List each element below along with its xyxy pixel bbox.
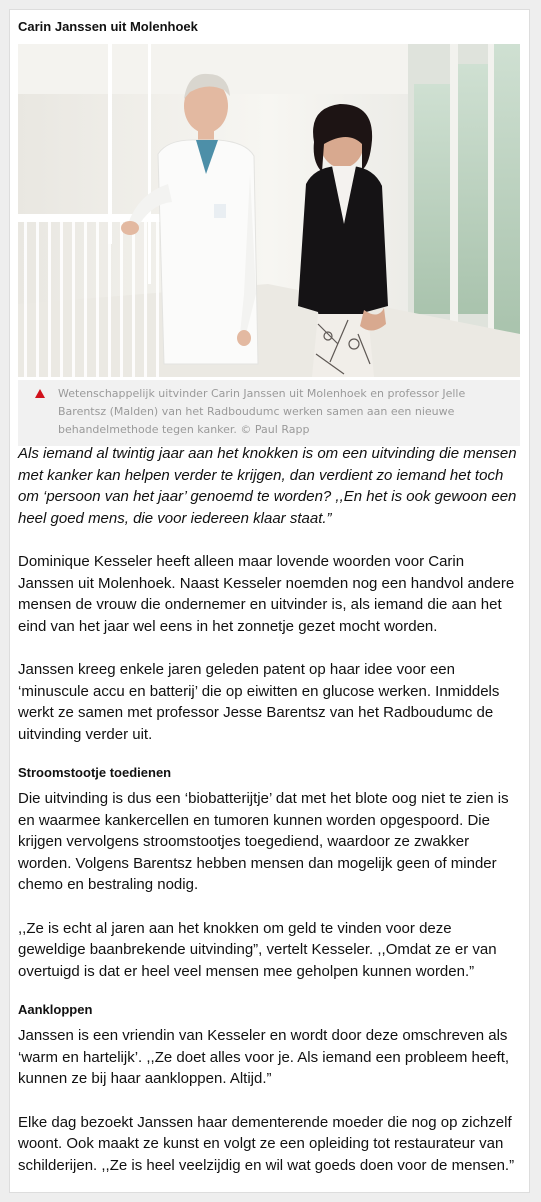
article-photo — [18, 44, 520, 377]
paragraph: Elke dag bezoekt Janssen haar dementerende moeder die nog op zichzelf woont. Ook maakt ze kunst en volgt ze een opleiding tot restaurateur van schilderijen. ,,Ze is heel veelzijdig en wil wat goeds doen voor de mensen.” — [18, 1113, 515, 1174]
subheading: Stroomstootje toedienen — [18, 765, 172, 780]
photo-caption — [18, 380, 520, 446]
intro-paragraph: Als iemand al twintig jaar aan het knokken is om een uitvinding die mensen met kanker kan helpen verder te krijgen, dan verdient zo iemand het toch om ‘persoon van het jaar’ genoemd te worden? ,,En het is ook gewoon een heel goed mens, die voor iedereen klaar staat.” — [18, 445, 517, 527]
paragraph: Janssen kreeg enkele jaren geleden patent op haar idee voor een ‘minuscule accu en batterij’ die op eiwitten en glucose werken. Inmiddels werkt ze samen met professor Jesse Barentsz van het Radboudumc de uitvinding verder uit. — [18, 661, 500, 743]
caption-text: Wetenschappelijk uitvinder Carin Janssen uit Molenhoek en professor Jelle Barentsz (Malden) van het Radboudumc werken samen aan een nieuwe behandelmethode tegen kanker. © Paul Rapp — [58, 387, 466, 436]
subheading: Aankloppen — [18, 1002, 93, 1017]
paragraph: Janssen is een vriendin van Kesseler en wordt door deze omschreven als ‘warm en hartelijk’. ,,Ze doet alles voor je. Als iemand een probleem heeft, kunnen ze bij haar aankloppen. Altijd.” — [18, 1027, 510, 1087]
paragraph: Dominique Kesseler heeft alleen maar lovende woorden voor Carin Janssen uit Molenhoek. Naast Kesseler noemden nog een handvol andere mensen de vrouw die ondernemer en uitvinder is, als iemand die aan het eind van het jaar wel eens in het zonnetje gezet mocht worden. — [18, 553, 515, 635]
paragraph: ,,Ze is echt al jaren aan het knokken om geld te vinden voor deze geweldige baanbrekende uitvinding”, vertelt Kesseler. ,,Omdat ze er van overtuigd is dat er heel veel mensen mee geholpen kunnen worden.” — [18, 919, 497, 980]
article-heading: Carin Janssen uit Molenhoek — [18, 19, 198, 34]
article-card — [9, 9, 530, 1193]
paragraph: Die uitvinding is dus een ‘biobatterijtje’ dat met het blote oog niet te zien is en waarmee kankercellen en tumoren kunnen worden opgespoord. Die krijgen vervolgens stroomstootjes toegediend, waardoor ze zwakker worden. Volgens Barentsz hebben mensen dan mogelijk geen of minder chemo en bestraling nodig. — [18, 790, 509, 893]
article-body — [18, 443, 523, 1193]
caption-marker-icon — [35, 389, 45, 398]
